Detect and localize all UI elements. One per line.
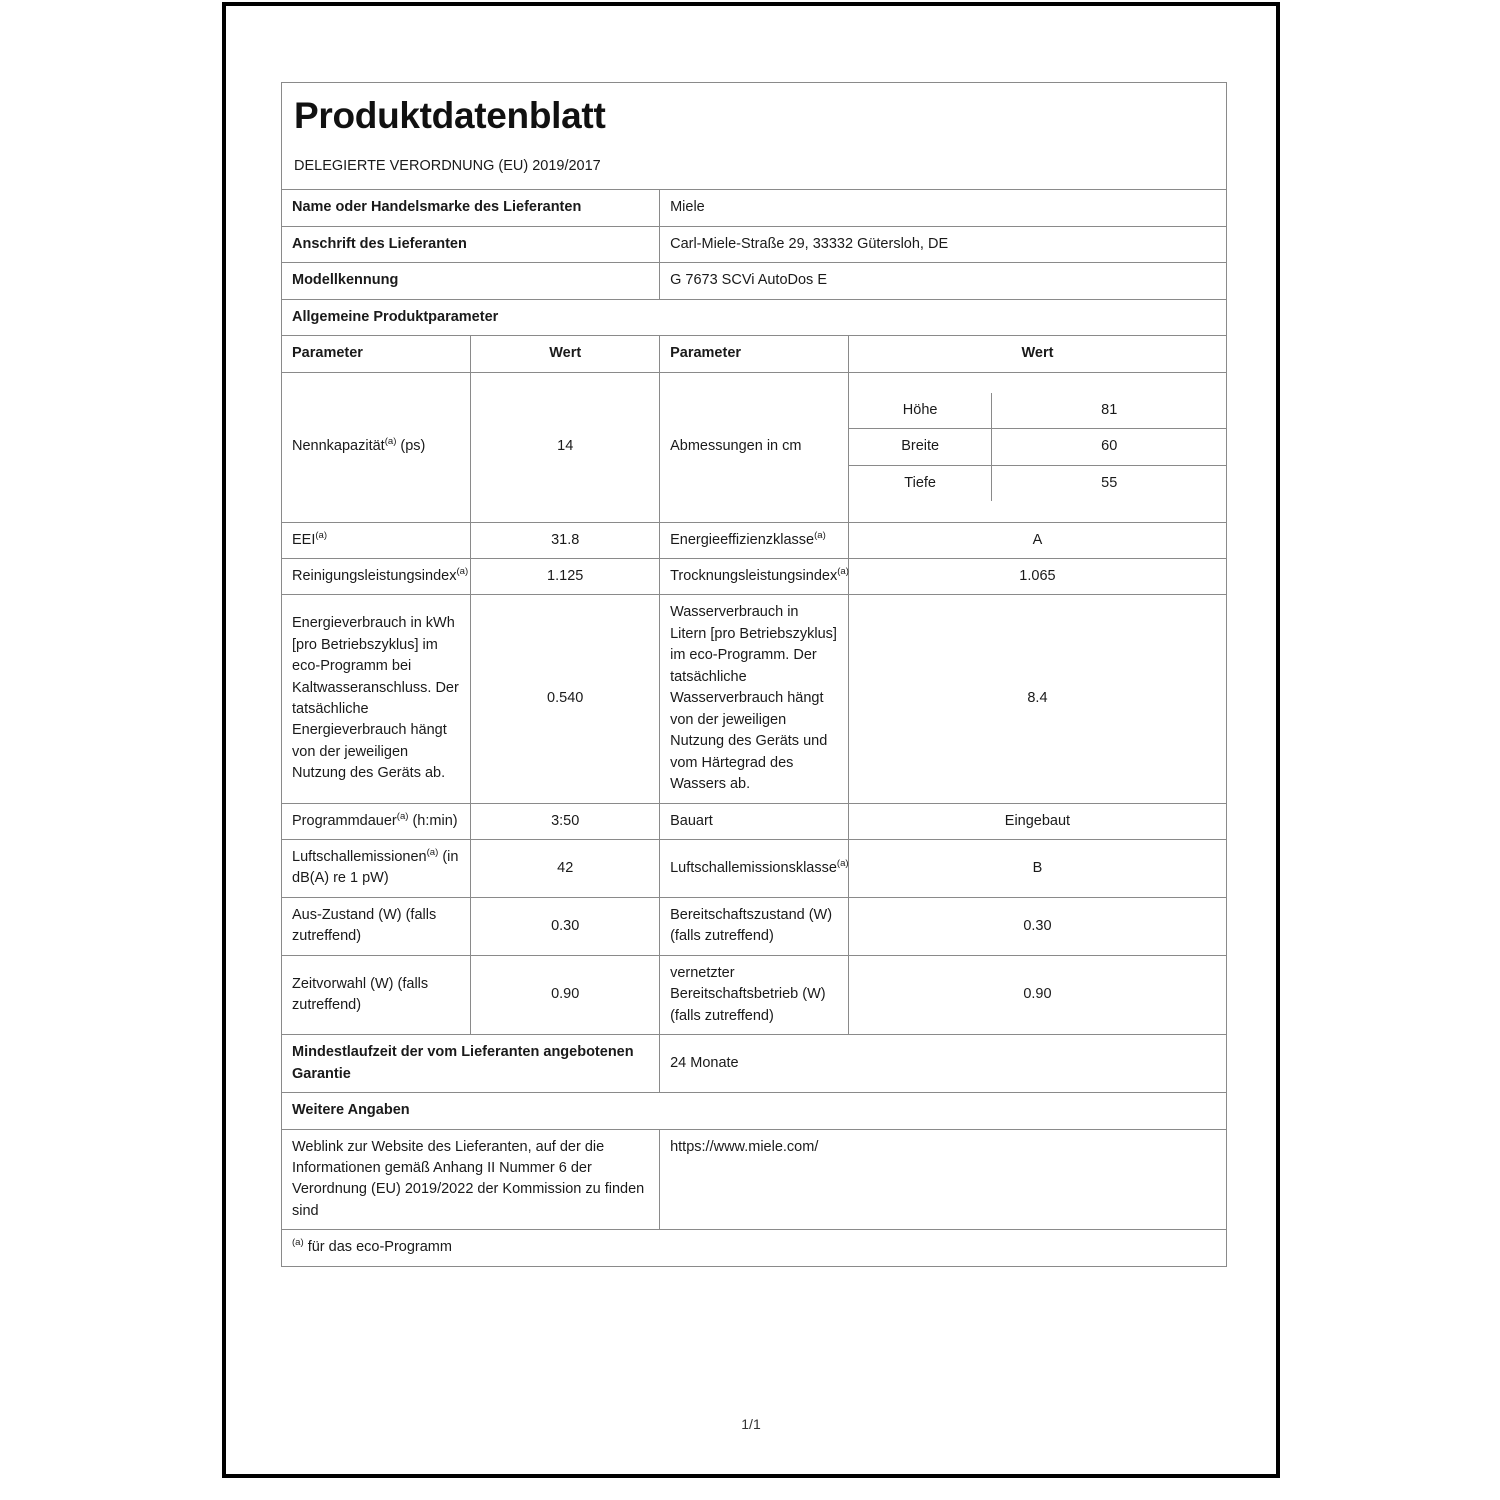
model-value: G 7673 SCVi AutoDos E xyxy=(660,263,1226,299)
warranty-row xyxy=(282,1035,1226,1093)
column-header-parameter-right: Parameter xyxy=(660,336,849,372)
capacity-label xyxy=(282,372,471,522)
noise-emissions-label xyxy=(282,840,471,898)
program-duration-footnote-marker: (a) xyxy=(396,810,409,822)
weblink-value[interactable]: https://www.miele.com/ xyxy=(660,1129,1226,1230)
warranty-value: 24 Monate xyxy=(660,1035,1226,1093)
program-duration-label xyxy=(282,803,471,839)
construction-label: Bauart xyxy=(660,803,849,839)
energy-class-footnote-marker: (a) xyxy=(814,529,826,541)
column-header-row xyxy=(282,336,1226,372)
noise-class-footnote-marker: (a) xyxy=(836,857,849,869)
regulation-row xyxy=(282,154,1226,190)
off-mode-value: 0.30 xyxy=(471,897,660,955)
eei-footnote-marker: (a) xyxy=(315,529,328,541)
dimension-row-depth xyxy=(849,465,1226,501)
section-general-row xyxy=(282,299,1226,335)
energy-class-label xyxy=(660,522,849,558)
dimension-name-width: Breite xyxy=(849,429,992,465)
column-header-value-left: Wert xyxy=(471,336,660,372)
dimension-value-width: 60 xyxy=(992,429,1226,465)
footnote-row xyxy=(282,1230,1226,1266)
energy-consumption-label: Energieverbrauch in kWh [pro Betriebszyklus] im eco-Programm bei Kaltwasseranschluss. Der tatsächliche Energieverbrauch hängt von der jeweiligen Nutzung des Geräts ab. xyxy=(282,595,471,803)
capacity-footnote-marker: (a) xyxy=(384,436,397,448)
dimensions-label: Abmessungen in cm xyxy=(660,372,849,522)
energy-consumption-value: 0.540 xyxy=(471,595,660,803)
noise-emissions-label-suffix: (in dB(A) re 1 pW) xyxy=(292,849,459,887)
footnote-marker: (a) xyxy=(292,1237,304,1249)
drying-index-footnote-marker: (a) xyxy=(837,566,849,578)
noise-row xyxy=(282,840,1226,898)
page-number: 1/1 xyxy=(741,1416,761,1432)
warranty-label: Mindestlaufzeit der vom Lieferanten angebotenen Garantie xyxy=(282,1035,660,1093)
regulation-label: DELEGIERTE VERORDNUNG (EU) 2019/2017 xyxy=(282,154,1226,190)
noise-emissions-label-text: Luftschallemissionen xyxy=(292,849,427,865)
section-further-info: Weitere Angaben xyxy=(282,1093,1226,1129)
cleaning-index-value: 1.125 xyxy=(471,559,660,595)
delay-networked-row xyxy=(282,955,1226,1034)
cleaning-index-label-text: Reinigungsleistungsindex xyxy=(292,568,457,585)
eei-label xyxy=(282,522,471,558)
drying-index-value: 1.065 xyxy=(848,559,1226,595)
dimensions-table xyxy=(849,393,1226,501)
noise-class-label xyxy=(660,840,849,898)
supplier-address-label: Anschrift des Lieferanten xyxy=(282,226,660,262)
pdf-page-sheet xyxy=(222,2,1280,1478)
dimension-value-height: 81 xyxy=(992,393,1226,429)
cleaning-index-label xyxy=(282,559,471,595)
title-row xyxy=(282,83,1226,154)
off-standby-row xyxy=(282,897,1226,955)
supplier-name-row xyxy=(282,190,1226,226)
eei-row xyxy=(282,522,1226,558)
product-datasheet-table xyxy=(281,82,1227,1267)
consumption-row xyxy=(282,595,1226,803)
title-cell xyxy=(282,83,1226,154)
eei-label-text: EEI xyxy=(292,531,316,548)
energy-class-value: A xyxy=(848,522,1226,558)
drying-index-label-text: Trocknungsleistungsindex xyxy=(670,568,838,585)
cleaning-index-footnote-marker: (a) xyxy=(456,566,469,578)
noise-class-label-text: Luftschallemissionsklasse xyxy=(670,859,837,876)
standby-mode-label: Bereitschaftszustand (W) (falls zutreffend) xyxy=(660,897,849,955)
drying-index-label xyxy=(660,559,849,595)
duration-construction-row xyxy=(282,803,1226,839)
networked-standby-label: vernetzter Bereitschaftsbetrieb (W) (falls zutreffend) xyxy=(660,955,849,1034)
section-general-parameters: Allgemeine Produktparameter xyxy=(282,299,1226,335)
delay-start-value: 0.90 xyxy=(471,955,660,1034)
weblink-label: Weblink zur Website des Lieferanten, auf der die Informationen gemäß Anhang II Nummer 6 der Verordnung (EU) 2019/2022 der Kommission zu finden sind xyxy=(282,1129,660,1230)
noise-class-value: B xyxy=(848,840,1226,898)
off-mode-label: Aus-Zustand (W) (falls zutreffend) xyxy=(282,897,471,955)
construction-value: Eingebaut xyxy=(848,803,1226,839)
model-row xyxy=(282,263,1226,299)
water-consumption-label: Wasserverbrauch in Litern [pro Betriebszyklus] im eco-Programm. Der tatsächliche Wasserverbrauch hängt von der jeweiligen Nutzung des Geräts und vom Härtegrad des Wassers ab. xyxy=(660,595,849,803)
water-consumption-value: 8.4 xyxy=(848,595,1226,803)
capacity-dimensions-row xyxy=(282,372,1226,522)
capacity-label-text: Nennkapazität xyxy=(292,438,385,455)
noise-emissions-value: 42 xyxy=(471,840,660,898)
delay-start-label: Zeitvorwahl (W) (falls zutreffend) xyxy=(282,955,471,1034)
footnote-text: für das eco-Programm xyxy=(303,1239,452,1256)
energy-class-label-text: Energieeffizienzklasse xyxy=(670,531,815,548)
weblink-row xyxy=(282,1129,1226,1230)
dimension-value-depth: 55 xyxy=(992,465,1226,501)
program-duration-label-text: Programmdauer xyxy=(292,812,397,829)
dimension-name-depth: Tiefe xyxy=(849,465,992,501)
program-duration-label-suffix: (h:min) xyxy=(408,812,458,829)
program-duration-value: 3:50 xyxy=(471,803,660,839)
supplier-address-row xyxy=(282,226,1226,262)
model-label: Modellkennung xyxy=(282,263,660,299)
supplier-address-value: Carl-Miele-Straße 29, 33332 Gütersloh, DE xyxy=(660,226,1226,262)
standby-mode-value: 0.30 xyxy=(848,897,1226,955)
networked-standby-value: 0.90 xyxy=(848,955,1226,1034)
page-title: Produktdatenblatt xyxy=(294,95,606,136)
dimension-row-height xyxy=(849,393,1226,429)
datasheet-table xyxy=(282,83,1226,1266)
eei-value: 31.8 xyxy=(471,522,660,558)
supplier-name-value: Miele xyxy=(660,190,1226,226)
section-further-info-row xyxy=(282,1093,1226,1129)
dimension-row-width xyxy=(849,429,1226,465)
indices-row xyxy=(282,559,1226,595)
dimension-name-height: Höhe xyxy=(849,393,992,429)
noise-emissions-footnote-marker: (a) xyxy=(426,847,439,859)
dimensions-subtable-cell xyxy=(848,372,1226,522)
column-header-parameter-left: Parameter xyxy=(282,336,471,372)
footnote-cell xyxy=(282,1230,1226,1266)
supplier-name-label: Name oder Handelsmarke des Lieferanten xyxy=(282,190,660,226)
capacity-value: 14 xyxy=(471,372,660,522)
capacity-label-suffix: (ps) xyxy=(396,438,426,455)
column-header-value-right: Wert xyxy=(848,336,1226,372)
